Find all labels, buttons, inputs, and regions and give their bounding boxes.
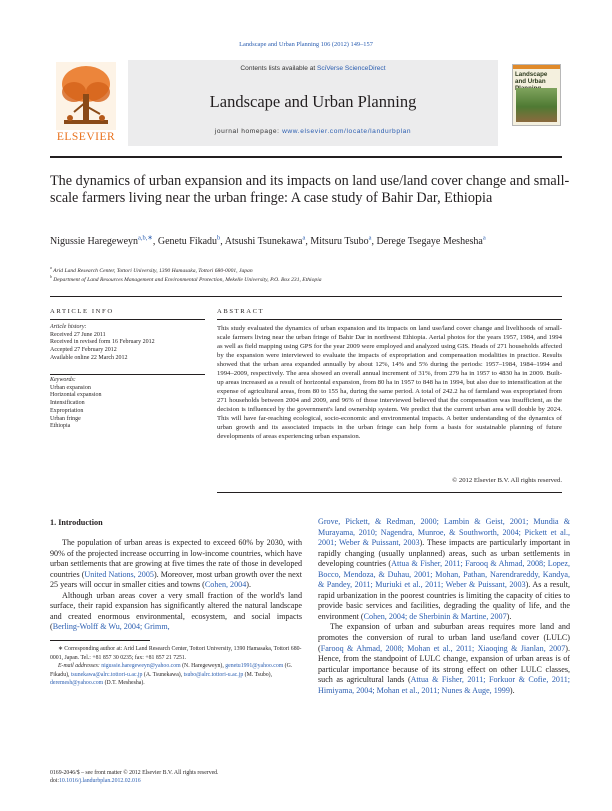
author-affiliation-mark: a (482, 234, 486, 242)
keyword: Urban expansion (50, 384, 91, 391)
email-link[interactable]: genetu1991@yahoo.com (225, 663, 284, 670)
affiliation (50, 276, 570, 285)
section-rule (50, 296, 562, 297)
citation-link[interactable]: Attua & Fisher, 2011; Farooq & Ahmad, 2008; Lopez, Bocco, Mendoza, & Duhau, 2001; Mohan, Pathan, Narendrareddy, Kandya, & Pandey, 2011; Muriuki et al., 2011; Weber & Puissant, 2003 (318, 559, 570, 590)
abstract-text: This study evaluated the dynamics of urban expansion and its impacts on land use/land cover change and livelihoods of small-scale farmers living near the urban fringe of Bahir Dar in northwest Ethiopia. Aerial photos for the years 1957, 1984, and 1994 as well as field mapping using GPS for the year 2009 were employed and analyzed using GIS. Heads of 271 households affected by the expansion were interviewed to evaluate the impacts of expropriation and compensation modalities in practice. Results showed that the urban area expanded annually by about 12%, 14% and 5% during the periods: 1957–1984, 1984–1994 and 1994–2009, respectively. The area showed an overall annual increment of 31%, from 279 ha in 1957 to 4830 ha in 2009. Built-up areas increased as a result of horizontal expansion, from 80 ha in 1957 to 848 ha in 1994, but also due to intensification at the expense of agricultural areas, from 80 to 155 ha, during the same period. A total of 242.2 ha of farmland was expropriated from 271 households between 2004 and 2009, and 96% of those interviewed believed that the compensation was insufficient, as the decision is influenced by the government's land ownership system. We predict that the current urban area will double by 2024. This will have far-reaching ecological, socio-economic and environmental impacts. A better understanding of the dynamics of urban growth and its associated impacts in the urban fringe can help form a basis for sustainable planning of future developments of areas experiencing urban expansion. (217, 325, 562, 440)
citation-link[interactable]: Farooq & Ahmad, 2008; Mohan et al., 2011; Xiaoqing & Jianlan, 2007 (320, 643, 566, 653)
affiliation-list (50, 267, 570, 284)
author (225, 236, 306, 247)
sciencedirect-link[interactable]: SciVerse ScienceDirect (317, 65, 386, 72)
email-link[interactable]: deremesh@yahoo.com (50, 680, 104, 687)
body-paragraph: Grove, Pickett, & Redman, 2000; Lambin & Geist, 2001; Mundia & Murayama, 2010; Nagendra, Munroe, & Southworth, 2004; Pickett et al., 2001; Weber & Puissant, 2003). These impacts are particularly important in rapidly changing (usually unplanned) areas, such as urban settlements in developing countries (Attua & Fisher, 2011; Farooq & Ahmad, 2008; Lopez, Bocco, Mendoza, & Duhau, 2001; Mohan, Pathan, Narendrareddy, Kandya, & Pandey, 2011; Muriuki et al., 2011; Weber & Puissant, 2003). As a result, rapid urbanization in the poorest countries is limiting the capacity of cities to provide basic services and facilities, degrading the quality of life, and the environment (Cohen, 2004; de Sherbinin & Martine, 2007). (318, 517, 570, 621)
citation-link[interactable]: Berling-Wolff & Wu, 2004; Grimm, (52, 622, 170, 632)
footnote-rule (50, 640, 150, 641)
affiliation-text: Department of Land Resources Management and Environmental Protection, Mekelle University, P.O. Box 231, Ethiopia (53, 276, 322, 283)
affiliation-mark: b (50, 274, 52, 279)
affiliation (50, 267, 570, 276)
footnotes (50, 645, 302, 688)
author (377, 236, 486, 247)
keyword-list (50, 385, 205, 431)
history-label: Article history: (50, 324, 87, 330)
elsevier-logo (50, 62, 122, 144)
copyright-line: © 2012 Elsevier B.V. All rights reserved. (452, 477, 562, 484)
history-item: Accepted 27 February 2012 (50, 347, 117, 354)
homepage-link[interactable]: www.elsevier.com/locate/landurbplan (282, 128, 412, 135)
cover-header-band (513, 65, 560, 69)
body-column-right (318, 517, 570, 696)
doi-line (50, 777, 302, 785)
masthead-banner (128, 60, 498, 146)
keywords-rule (50, 374, 205, 375)
article-info-heading: ARTICLE INFO (50, 308, 114, 315)
homepage-prefix: journal homepage: (214, 128, 283, 135)
email-link[interactable]: nigussie.haregeweyn@yahoo.com (101, 663, 181, 670)
email-link[interactable]: tsubo@alrc.tottori-u.ac.jp (183, 671, 244, 678)
author-list: Nigussie Haregeweyn$^{a,b,∗}$, Genetu Fikadu$^b$, Atsushi Tsunekawa$^a$, Mitsuru Tsubo$^a$, Derege Tsegaye Meshesha$^a$ (50, 234, 486, 247)
author-affiliation-mark: b (217, 234, 221, 242)
cover-title: Landscape and Urban (515, 71, 548, 85)
email-addresses: E-mail addresses: nigussie.haregeweyn@yahoo.com (N. Haregeweyn), genetu1991@yahoo.com (G. Fikadu), tsunekawa@alrc.tottori-u.ac.jp (A. Tsunekawa), tsubo@alrc.tottori-u.ac.jp (M. Tsubo), deremesh@yahoo.com (D.T. Meshesha). (50, 663, 293, 687)
history-item: Received 27 June 2011 (50, 331, 106, 338)
email-link[interactable]: tsunekawa@alrc.tottori-u.ac.jp (70, 671, 143, 678)
contents-prefix: Contents lists available at (240, 65, 318, 72)
author-affiliation-mark: a,b,∗ (138, 234, 153, 242)
author-affiliation-mark: a (302, 234, 306, 242)
journal-masthead (50, 58, 562, 150)
doi-prefix: doi: (50, 778, 60, 784)
author (50, 236, 153, 247)
journal-title: Landscape and Urban Planning (209, 92, 417, 111)
journal-homepage (128, 128, 498, 135)
email-label: E-mail addresses: (58, 663, 102, 670)
elsevier-tree-icon (56, 62, 116, 130)
author (310, 236, 371, 247)
keyword: Ethiopia (50, 423, 71, 430)
author-name: Derege Tsegaye Meshesha (376, 236, 483, 247)
corresponding-author-note: ∗ Corresponding author at: Arid Land Research Center, Tottori University, 1390 Hamasaka, Tottori 680-0001, Japan. Tel.: +81 857 30 0235; fax: +81 857 21 7251. (50, 646, 302, 661)
author (158, 236, 220, 247)
body-paragraph: The population of urban areas is expected to exceed 60% by 2030, with 90% of the projected increase occurring in low-income countries, which have urban settlements that are growing at five times the rate of those in developed countries (United Nations, 2005). Moreover, most urban growth over the next 25 years will occur in smaller cities and towns (Cohen, 2004). (50, 538, 302, 590)
body-column-left (50, 538, 302, 633)
publisher-name: ELSEVIER (56, 131, 116, 143)
abstract-heading: ABSTRACT (217, 308, 265, 315)
author-name: Nigussie Haregeweyn (50, 236, 139, 247)
citation-link[interactable]: Attua & Fisher, 2011; Forkuor & Cofie, 2011; Himiyama, 2004; Mohan et al., 2011; Nunes & Auge, 1999 (318, 675, 570, 695)
article-info-rule (50, 319, 205, 320)
issn-line: 0169-2046/$ – see front matter © 2012 Elsevier B.V. All rights reserved. (50, 770, 219, 776)
citation-link[interactable]: United Nations, 2005 (84, 569, 154, 579)
citation-link[interactable]: Cohen, 2004; de Sherbinin & Martine, 2007 (363, 611, 507, 621)
article-title: The dynamics of urban expansion and its impacts on land use/land cover change and small-scale farmers living near the urban fringe: A case study of Bahir Dar, Ethiopia (50, 173, 570, 207)
history-item: Received in revised form 16 February 2012 (50, 339, 155, 346)
abstract-rule-bottom (217, 492, 562, 493)
author-name: Mitsuru Tsubo (310, 236, 369, 247)
keywords-label: Keywords: (50, 377, 76, 383)
cover-photo (516, 88, 557, 122)
history-item: Available online 22 March 2012 (50, 354, 128, 361)
affiliation-text: Arid Land Research Center, Tottori University, 1390 Hamasaka, Tottori 680-0001, Japan (53, 268, 253, 274)
keyword: Horizontal expansion (50, 392, 102, 399)
keyword: Intensification (50, 400, 85, 407)
article-history (50, 324, 205, 363)
citation-link[interactable]: Grove, Pickett, & Redman, 2000; Lambin & Geist, 2001; Mundia & Murayama, 2010; Nagendra, Munroe, & Southworth, 2004; Pickett et al., 2001; Weber & Puissant, 2003 (318, 517, 570, 548)
contents-line (128, 65, 498, 72)
author-affiliation-mark: a (368, 234, 372, 242)
doi-link[interactable]: 10.1016/j.landurbplan.2012.02.016 (59, 778, 141, 784)
history-list (50, 332, 205, 363)
masthead-rule (50, 156, 562, 158)
author-name: Genetu Fikadu (157, 236, 218, 247)
affiliation-mark: a (50, 266, 52, 271)
body-paragraph: The expansion of urban and suburban areas requires more land and promotes the conversion of rural to urban land use/land cover (LULC) (Farooq & Ahmad, 2008; Mohan et al., 2011; Xiaoqing & Jianlan, 2007). Hence, from the standpoint of LULC change, expansion of urban areas is of particular importance because of its strong effect on other LULC classes, such as agricultural lands (Attua & Fisher, 2011; Forkuor & Cofie, 2011; Himiyama, 2004; Mohan et al., 2011; Nunes & Auge, 1999). (318, 622, 570, 695)
citation-link[interactable]: Cohen, 2004 (204, 580, 247, 590)
author-name: Atsushi Tsunekawa (224, 236, 303, 247)
introduction-heading: 1. Introduction (50, 518, 103, 527)
issn-block (50, 769, 302, 785)
running-head: Landscape and Urban Planning 106 (2012) 149–157 (239, 41, 373, 48)
abstract-rule-top (217, 319, 562, 320)
body-paragraph: Although urban areas cover a very small fraction of the world's land surface, their rapid expansion has significantly altered the natural landscape and created enormous environmental, ecosystem, and social impacts (Berling-Wolff & Wu, 2004; Grimm, (50, 590, 302, 632)
journal-cover-thumbnail (512, 64, 561, 126)
keywords-block (50, 377, 205, 431)
keyword: Expropriation (50, 407, 84, 414)
keyword: Urban fringe (50, 415, 81, 422)
